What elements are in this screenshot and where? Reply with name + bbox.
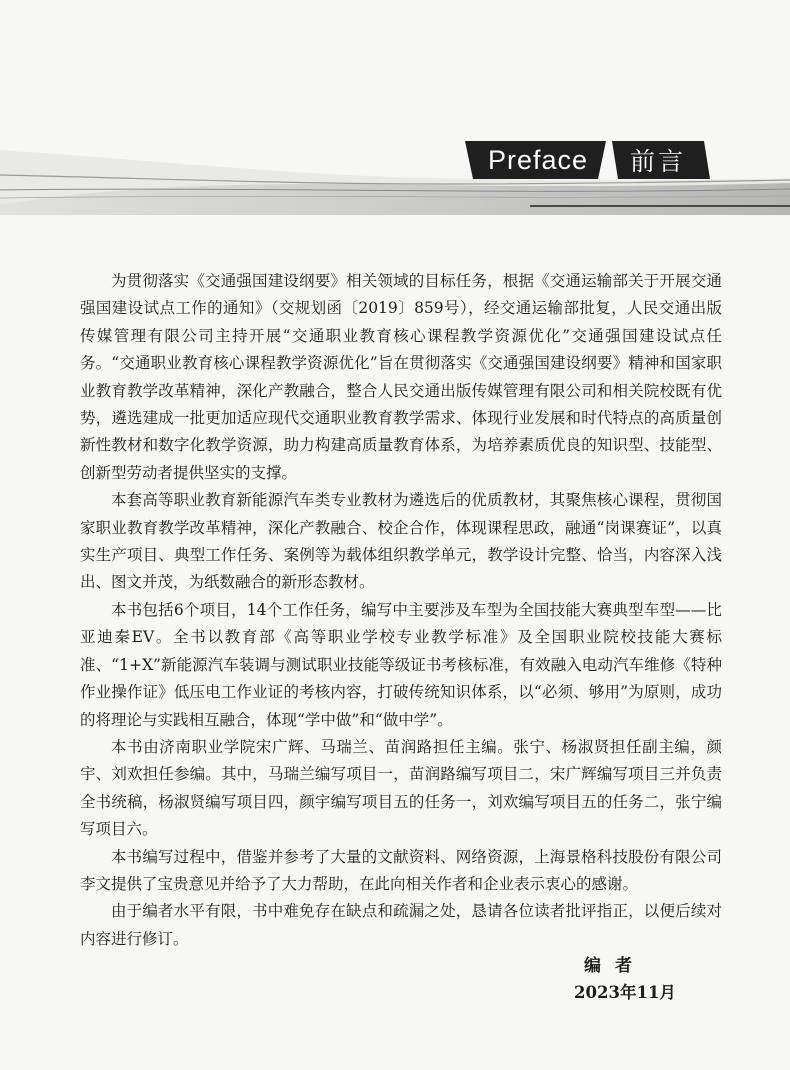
paragraph: 本书由济南职业学院宋广辉、马瑞兰、苗润路担任主编。张宁、杨淑贤担任副主编，颜宇、刘欢担任参编。其中，马瑞兰编写项目一，苗润路编写项目二，宋广辉编写项目三并负责全书统稿，杨淑贤编写项目四，颜宇编写项目五的任务一，刘欢编写项目五的任务二，张宁编写项目六。	[80, 737, 722, 839]
header-wave-decoration	[0, 0, 790, 215]
page-header	[0, 0, 790, 215]
signature-date: 2023年11月	[574, 983, 676, 1002]
paragraph: 本书包括6个项目，14个工作任务，编写中主要涉及车型为全国技能大赛典型车型——比亚迪秦EV。全书以教育部《高等职业学校专业教学标准》及全国职业院校技能大赛标准、“1+X”新能源汽车装调与测试职业技能等级证书考核标准，有效融入电动汽车维修《特种作业操作证》低压电工作业证的考核内容，打破传统知识体系，以“必须、够用”为原则，成功的将理论与实践相互融合，体现“学中做”和“做中学”。	[80, 600, 722, 729]
paragraph: 为贯彻落实《交通强国建设纲要》相关领域的目标任务，根据《交通运输部关于开展交通强国建设试点工作的通知》（交规划函〔2019〕859号），经交通运输部批复，人民交通出版传媒管理有限公司主持开展“交通职业教育核心课程教学资源优化”交通强国建设试点任务。“交通职业教育核心课程教学资源优化”旨在贯彻落实《交通强国建设纲要》精神和国家职业教育教学改革精神，深化产教融合，整合人民交通出版传媒管理有限公司和相关院校既有优势，遴选建成一批更加适应现代交通职业教育教学需求、体现行业发展和时代特点的高质量创新性教材和数字化教学资源，助力构建高质量教育体系，为培养素质优良的知识型、技能型、创新型劳动者提供坚实的支撑。	[80, 272, 722, 482]
preface-body	[80, 268, 722, 953]
paragraph: 由于编者水平有限，书中难免存在缺点和疏漏之处，恳请各位读者批评指正，以便后续对内容进行修订。	[80, 902, 722, 948]
preface-english-title: Preface	[487, 144, 589, 175]
paragraph: 本套高等职业教育新能源汽车类专业教材为遴选后的优质教材，其聚焦核心课程，贯彻国家职业教育教学改革精神，深化产教融合、校企合作，体现课程思政，融通“岗课赛证”，以真实生产项目、典型工作任务、案例等为载体组织教学单元，教学设计完整、恰当，内容深入浅出、图文并茂，为纸数融合的新形态教材。	[80, 491, 722, 592]
paragraph: 本书编写过程中，借鉴并参考了大量的文献资料、网络资源，上海景格科技股份有限公司李文提供了宝贵意见并给予了大力帮助，在此向相关作者和企业表示衷心的感谢。	[80, 847, 722, 893]
preface-chinese-title: 前言	[629, 147, 686, 176]
signature-author: 编者	[584, 956, 646, 976]
